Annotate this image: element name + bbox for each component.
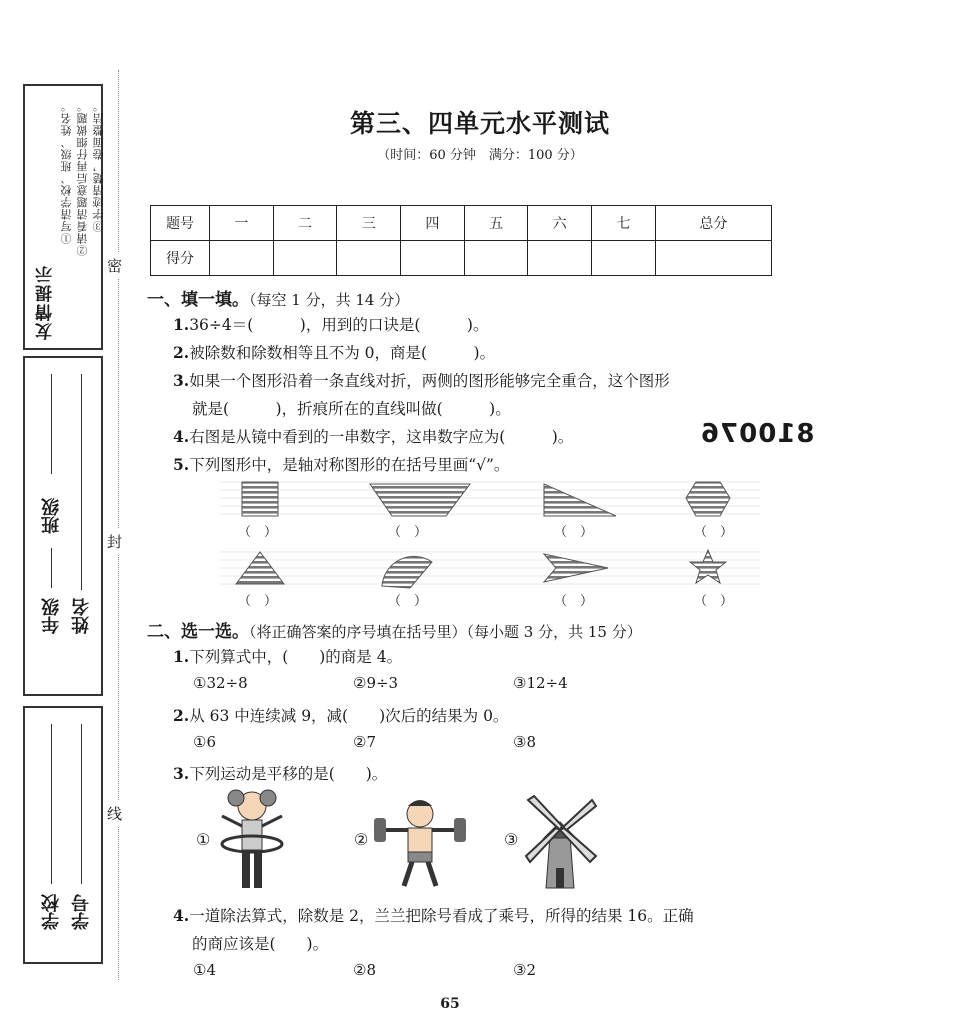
section1-title: 一、填一填。: [147, 290, 249, 310]
pic-label-2: ②: [354, 830, 369, 849]
score-cell[interactable]: [401, 241, 465, 276]
s2-q4-line2: 的商应该是( )。: [192, 935, 329, 953]
option: ①4: [193, 961, 216, 979]
score-col: 六: [528, 206, 592, 241]
s1-q4: 4.右图是从镜中看到的一串数字，这串数字应为( )。: [173, 427, 574, 446]
paren-4[interactable]: （ ）: [694, 525, 734, 540]
page-title: 第三、四单元水平测试: [349, 109, 610, 138]
score-col: 三: [337, 206, 401, 241]
section2-title: 二、选一选。: [147, 622, 249, 642]
option: ①32÷8: [193, 674, 248, 692]
option: ③12÷4: [513, 674, 568, 692]
rectangle-shape: [242, 482, 278, 516]
paren-1[interactable]: （ ）: [238, 525, 278, 540]
hula-hoop-girl-image: [212, 786, 292, 896]
s1-q3: 3.如果一个图形沿着一条直线对折，两侧的图形能够完全重合，这个图形: [173, 371, 670, 390]
score-row-header: 题号: [151, 206, 210, 241]
option: ②8: [353, 961, 376, 979]
s1-q1: 1.36÷4＝( )，用到的口诀是( )。: [173, 315, 489, 334]
pic-label-1: ①: [196, 830, 211, 849]
score-row-label: 得分: [151, 241, 210, 276]
class-label: 班级: [41, 498, 62, 534]
s1-q2: 2.被除数和除数相等且不为 0，商是( )。: [173, 343, 496, 362]
tip-line-1: ①写清学校、班级、姓名。: [60, 100, 73, 244]
s2-q2: 2.从 63 中连续减 9，减( )次后的结果为 0。: [173, 706, 509, 725]
score-col: 七: [592, 206, 656, 241]
score-col: 总分: [655, 206, 771, 241]
score-col: 五: [464, 206, 528, 241]
pic-label-3: ③: [504, 830, 519, 849]
page-subtitle: （时间：60 分钟 满分：100 分）: [377, 148, 583, 163]
score-cell[interactable]: [210, 241, 274, 276]
tip-line-2: ②请看清题意后再仔细做题。: [76, 100, 89, 256]
paren-3[interactable]: （ ）: [554, 525, 594, 540]
class-name-box: [23, 356, 103, 696]
school-label: 学校: [41, 894, 62, 930]
score-col: 一: [210, 206, 274, 241]
seal-char-feng: 封: [107, 528, 122, 555]
paren-6[interactable]: （ ）: [388, 594, 428, 609]
score-cell[interactable]: [464, 241, 528, 276]
paren-2[interactable]: （ ）: [388, 525, 428, 540]
weightlifter-image: [372, 792, 468, 892]
mirror-number: 810076: [700, 419, 815, 449]
s1-q5: 5.下列图形中，是轴对称图形的在括号里画“√”。: [173, 455, 510, 474]
paren-5[interactable]: （ ）: [238, 594, 278, 609]
score-cell[interactable]: [528, 241, 592, 276]
section1-heading: [147, 285, 409, 310]
option: ①6: [193, 733, 216, 751]
shapes-figure: [220, 476, 760, 612]
seal-char-xian: 线: [107, 800, 122, 827]
s2-q1: 1.下列算式中，( )的商是 4。: [173, 647, 403, 666]
section2-note: （将正确答案的序号填在括号里）（每小题 3 分，共 15 分）: [249, 623, 642, 641]
section1-note: （每空 1 分，共 14 分）: [249, 291, 410, 309]
score-table: [150, 205, 772, 276]
star-shape: [690, 550, 726, 583]
paren-8[interactable]: （ ）: [694, 594, 734, 609]
windmill-image: [520, 792, 600, 892]
tips-title: 友情提示: [36, 264, 56, 340]
section2-heading: [147, 617, 642, 642]
right-triangle-shape: [544, 484, 616, 516]
paren-7[interactable]: （ ）: [554, 594, 594, 609]
s2-q2-options: [193, 733, 673, 751]
score-cell[interactable]: [655, 241, 771, 276]
seal-line: [118, 70, 119, 980]
trapezoid-shape: [370, 484, 470, 516]
score-col: 二: [273, 206, 337, 241]
seal-char-mi: 密: [107, 252, 122, 279]
grade-label: 年级: [41, 598, 62, 634]
s2-q3: 3.下列运动是平移的是( )。: [173, 764, 388, 783]
name-label: 姓名: [71, 598, 92, 634]
s2-q1-options: [193, 674, 673, 692]
score-cell[interactable]: [273, 241, 337, 276]
school-id-box: [23, 706, 103, 964]
fan-shape: [382, 556, 432, 588]
option: ②9÷3: [353, 674, 399, 692]
hexagon-shape: [686, 482, 730, 516]
score-col: 四: [401, 206, 465, 241]
option: ③2: [513, 961, 536, 979]
tip-line-3: ③字迹清楚，卷面整洁。: [92, 100, 105, 232]
s2-q4: 4.一道除法算式，除数是 2，兰兰把除号看成了乘号，所得的结果 16。正确: [173, 906, 694, 925]
option: ②7: [353, 733, 376, 751]
s2-q4-options: [193, 961, 673, 979]
id-label: 学号: [71, 894, 92, 930]
s1-q3-line2: 就是( )，折痕所在的直线叫做( )。: [192, 400, 511, 418]
page-number: 65: [440, 996, 460, 1012]
score-cell[interactable]: [337, 241, 401, 276]
option: ③8: [513, 733, 536, 751]
score-cell[interactable]: [592, 241, 656, 276]
